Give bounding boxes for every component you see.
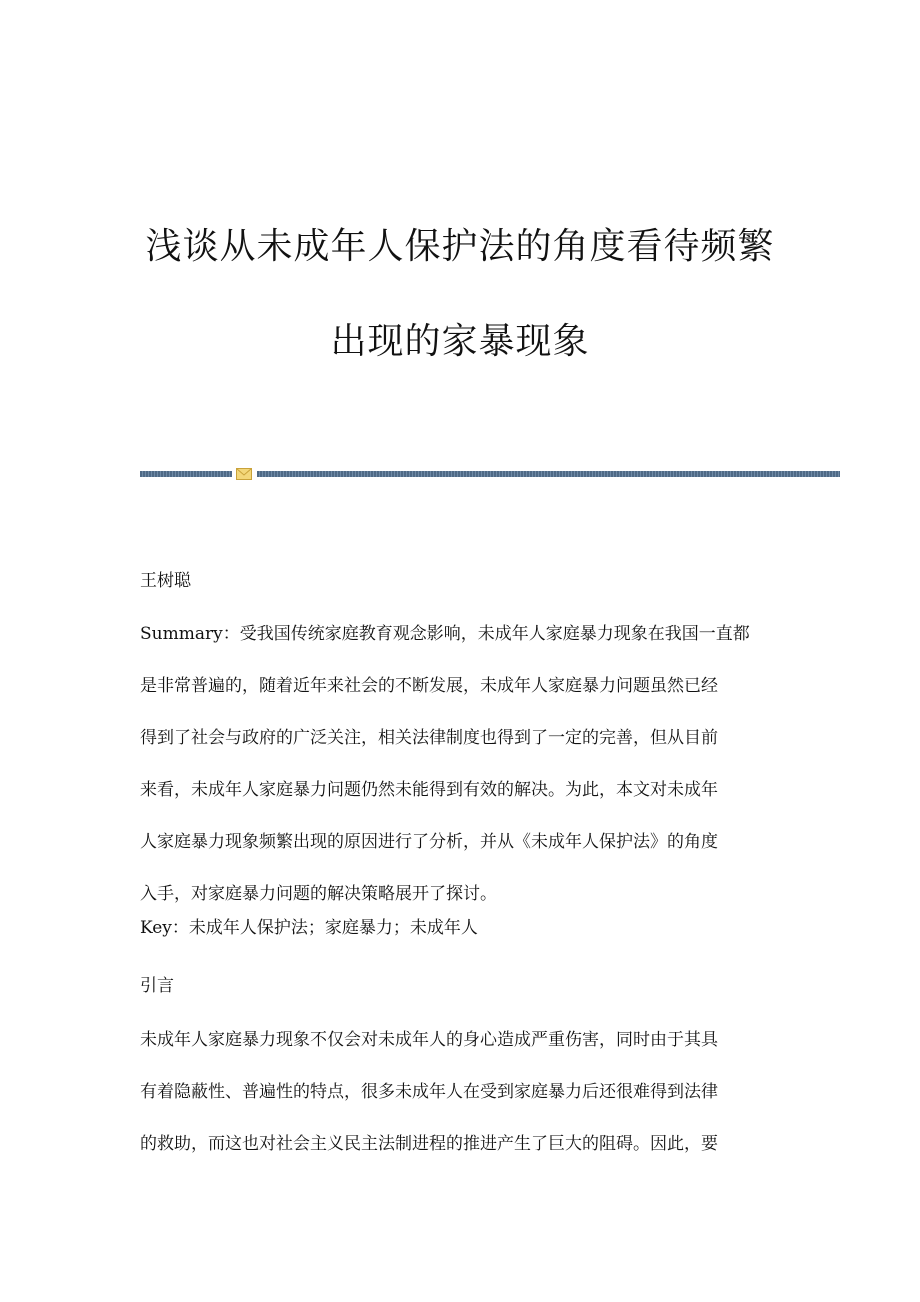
summary-paragraph: [140, 617, 780, 929]
intro-line: 有着隐蔽性、普遍性的特点，很多未成年人在受到家庭暴力后还很难得到法律: [140, 1082, 718, 1102]
document-title-line-2: 出现的家暴现象: [330, 321, 590, 362]
document-title-line-1: 浅谈从未成年人保护法的角度看待频繁: [145, 226, 775, 267]
summary-line: 得到了社会与政府的广泛关注，相关法律制度也得到了一定的完善，但从目前: [140, 728, 718, 748]
author-name: 王树聪: [140, 571, 191, 591]
summary-line: 来看，未成年人家庭暴力问题仍然未能得到有效的解决。为此，本文对未成年: [140, 780, 718, 800]
divider-bar-right: [257, 471, 840, 477]
title-divider: [140, 468, 840, 480]
summary-line: 人家庭暴力现象频繁出现的原因进行了分析，并从《未成年人保护法》的角度: [140, 832, 718, 852]
envelope-ornament-icon: [236, 468, 252, 480]
divider-bar-left: [140, 471, 232, 477]
summary-line: 是非常普遍的，随着近年来社会的不断发展，未成年人家庭暴力问题虽然已经: [140, 676, 718, 696]
summary-line: 入手，对家庭暴力问题的解决策略展开了探讨。: [140, 884, 497, 904]
intro-line: 未成年人家庭暴力现象不仅会对未成年人的身心造成严重伤害，同时由于其具: [140, 1030, 718, 1050]
intro-heading: 引言: [140, 976, 174, 996]
intro-line: 的救助，而这也对社会主义民主法制进程的推进产生了巨大的阻碍。因此，要: [140, 1134, 718, 1154]
keywords-line: Key：未成年人保护法；家庭暴力；未成年人: [140, 918, 478, 938]
summary-line: Summary：受我国传统家庭教育观念影响，未成年人家庭暴力现象在我国一直都: [140, 624, 750, 644]
intro-paragraph: [140, 1023, 780, 1179]
